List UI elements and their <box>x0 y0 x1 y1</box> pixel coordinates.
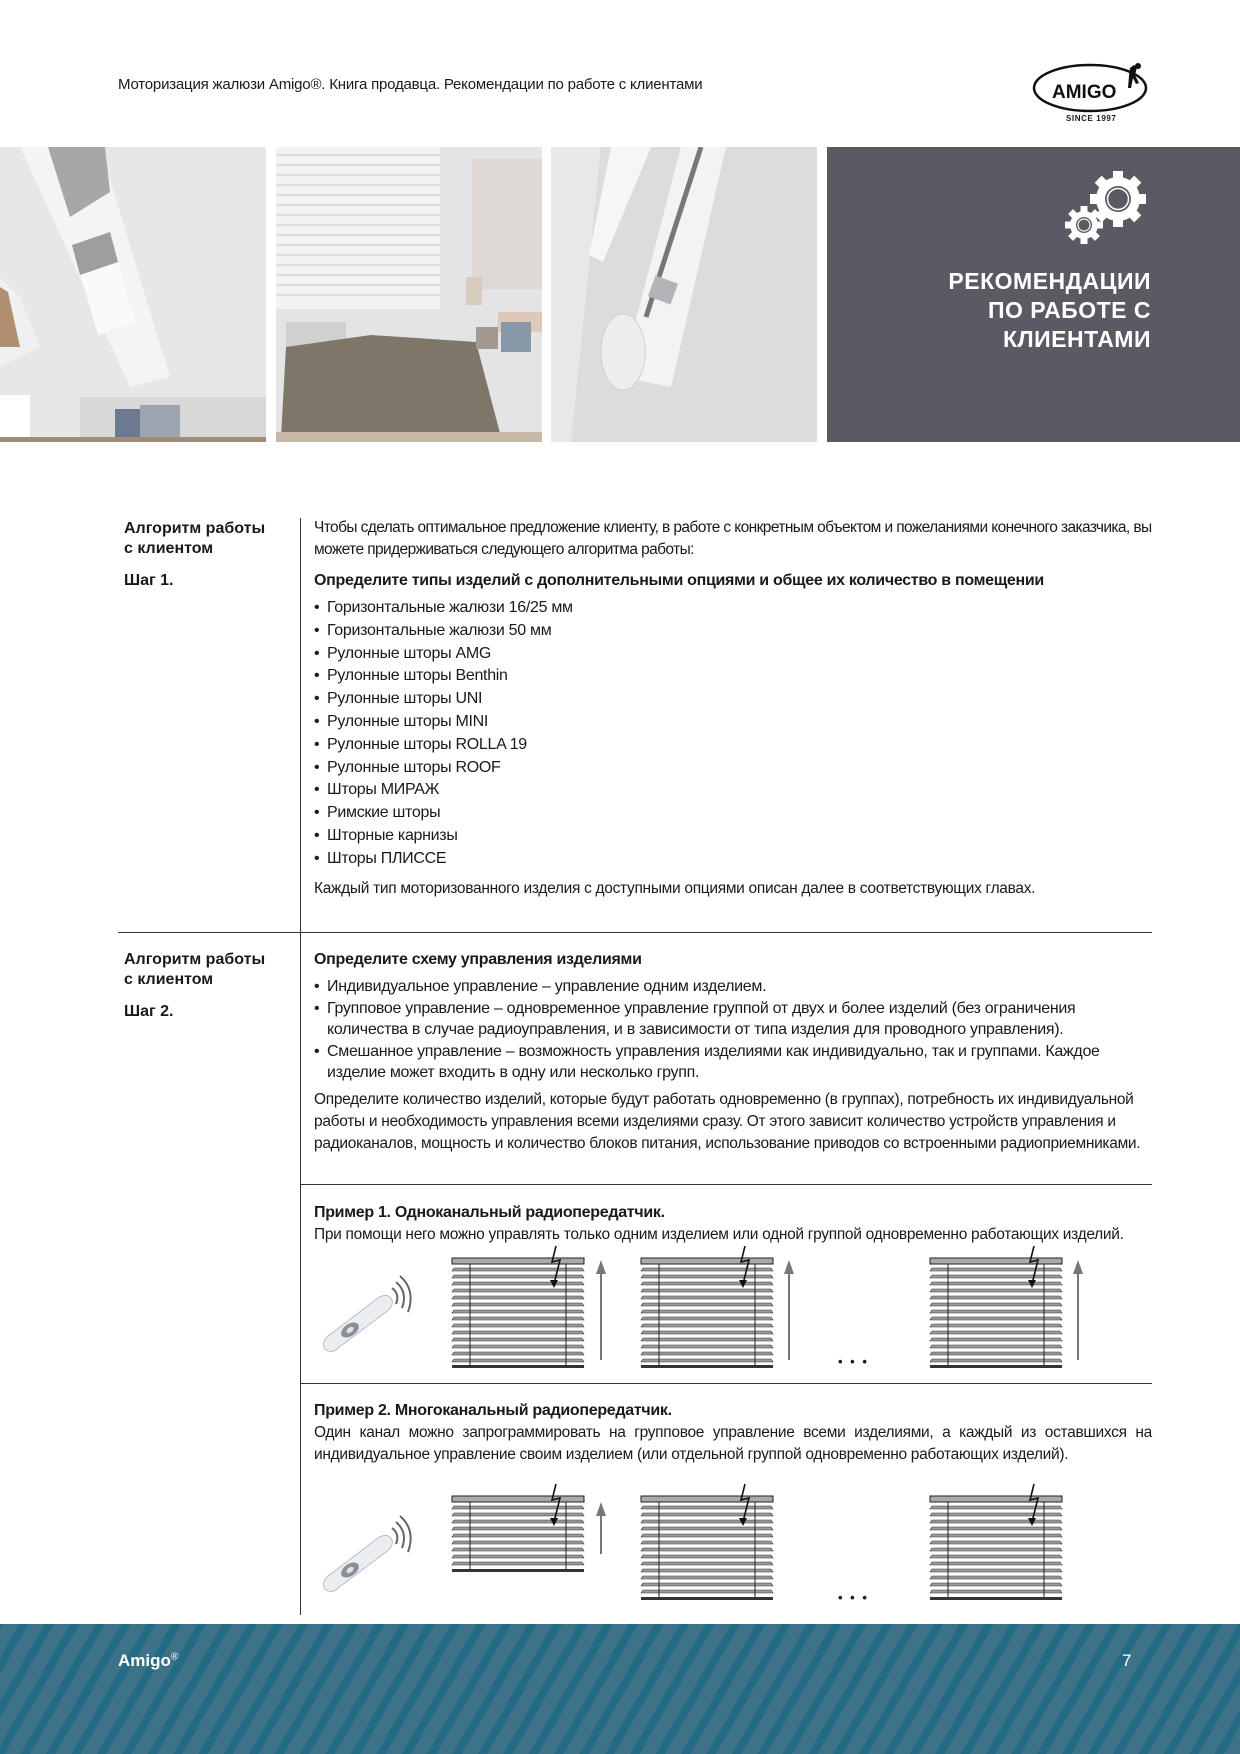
blind-1-icon <box>452 1246 584 1368</box>
amigo-logo <box>1030 60 1154 130</box>
banner-line-1: РЕКОМЕНДАЦИИ <box>948 268 1151 294</box>
ellipsis: • • • <box>838 1590 869 1605</box>
gears-icon <box>1062 167 1152 252</box>
step1-label-line1: Алгоритм работы <box>124 520 266 537</box>
footer-brand-text: Amigo <box>118 1651 171 1670</box>
registered-mark: ® <box>170 1651 179 1663</box>
step2-label-line2: с клиентом <box>124 971 214 988</box>
banner-title <box>948 267 1151 354</box>
step2-content <box>314 949 1152 1155</box>
example1-diagram <box>320 1246 1150 1376</box>
list-item: • Рулонные шторы Benthin <box>314 665 1152 688</box>
list-item: • Рулонные шторы AMG <box>314 643 1152 666</box>
blind-2-icon <box>641 1484 773 1600</box>
step1-intro: Чтобы сделать оптимальное предложение клиенту, в работе с конкретным объектом и пожеланиями конечного заказчика, вы можете придерживаться следующего алгоритма работы: <box>314 519 1152 558</box>
up-arrow-icon <box>596 1502 606 1554</box>
list-item: • Индивидуальное управление – управление одним изделием. <box>314 976 1152 998</box>
remote-control-icon <box>323 1516 410 1592</box>
remote-control-icon <box>323 1276 410 1352</box>
blind-3-icon <box>930 1246 1062 1368</box>
logo-since: SINCE 1997 <box>1066 114 1117 123</box>
step2-paragraph: Определите количество изделий, которые будут работать одновременно (в группах), потребность их индивидуальной работы и необходимость управления всеми изделиями сразу. От этого зависит количество устройств управления и радиоканалов, мощность и количество блоков питания, использование приводов со встроенными радиоприемниками. <box>314 1090 1141 1152</box>
document-header-title: Моторизация жалюзи Amigo®. Книга продавца. Рекомендации по работе с клиентами <box>118 76 703 93</box>
step2-number: Шаг 2. <box>124 1003 174 1020</box>
product-type-list <box>314 597 1152 871</box>
skylight-motor-closeup-photo <box>551 147 817 442</box>
blind-1-icon <box>452 1484 584 1572</box>
example2 <box>314 1400 1152 1466</box>
svg-text:AMIGO: AMIGO <box>1052 82 1117 103</box>
example-divider <box>300 1383 1152 1384</box>
up-arrow-icon <box>596 1260 606 1360</box>
list-item: • Шторные карнизы <box>314 825 1152 848</box>
list-item: • Шторы МИРАЖ <box>314 779 1152 802</box>
list-item: • Римские шторы <box>314 802 1152 825</box>
step1-label-line2: с клиентом <box>124 540 214 557</box>
step2-label <box>124 950 284 1022</box>
footer-brand <box>118 1651 178 1671</box>
step1-outro: Каждый тип моторизованного изделия с доступными опциями описан далее в соответствующих главах. <box>314 879 1036 897</box>
step1-number: Шаг 1. <box>124 572 174 589</box>
ellipsis: • • • <box>838 1354 869 1369</box>
example1-text: При помощи него можно управлять только одним изделием или одной группой одновременно работающих изделий. <box>314 1226 1124 1243</box>
attic-skylight-roller-blinds-photo <box>0 147 266 442</box>
step2-heading: Определите схему управления изделиями <box>314 951 642 968</box>
list-item: • Горизонтальные жалюзи 16/25 мм <box>314 597 1152 620</box>
page-number: 7 <box>1122 1651 1132 1670</box>
example2-diagram <box>320 1482 1150 1617</box>
banner-line-3: КЛИЕНТАМИ <box>1002 326 1151 352</box>
list-item: • Групповое управление – одновременное управление группой от двух и более изделий (без ограничения количества в случае радиоуправления, и в зависимости от типа изделия для проводного управления). <box>314 998 1152 1041</box>
section-divider <box>118 932 1152 933</box>
list-item: • Шторы ПЛИССЕ <box>314 848 1152 871</box>
step1-label <box>124 519 284 591</box>
list-item: • Горизонтальные жалюзи 50 мм <box>314 620 1152 643</box>
column-divider <box>300 518 301 1615</box>
section-banner <box>827 147 1240 442</box>
page-footer <box>0 1624 1240 1754</box>
banner-line-2: ПО РАБОТЕ С <box>987 297 1151 323</box>
list-item: • Рулонные шторы ROLLA 19 <box>314 734 1152 757</box>
list-item: • Рулонные шторы ROOF <box>314 757 1152 780</box>
step2-label-line1: Алгоритм работы <box>124 951 266 968</box>
list-item: • Рулонные шторы MINI <box>314 711 1152 734</box>
example1-title: Пример 1. Одноканальный радиопередатчик. <box>314 1204 665 1221</box>
control-scheme-list <box>314 976 1152 1084</box>
step1-heading: Определите типы изделий с дополнительными опциями и общее их количество в помещении <box>314 572 1044 589</box>
step1-content <box>314 517 1152 900</box>
list-item: • Рулонные шторы UNI <box>314 688 1152 711</box>
example2-title: Пример 2. Многоканальный радиопередатчик. <box>314 1402 672 1419</box>
example2-text: Один канал можно запрограммировать на групповое управление всеми изделиями, а каждый из оставшихся на индивидуальное управление своим изделием (или отдельной группой одновременно работающих изделий). <box>314 1424 1152 1463</box>
up-arrow-icon <box>1073 1260 1083 1360</box>
example-divider <box>300 1184 1152 1185</box>
blind-2-icon <box>641 1246 773 1368</box>
up-arrow-icon <box>784 1260 794 1360</box>
list-item: • Смешанное управление – возможность управления изделиями как индивидуально, так и группами. Каждое изделие может входить в одну или несколько групп. <box>314 1041 1152 1084</box>
example1 <box>314 1202 1152 1246</box>
blind-3-icon <box>930 1484 1062 1600</box>
bedroom-horizontal-blinds-photo <box>276 147 542 442</box>
